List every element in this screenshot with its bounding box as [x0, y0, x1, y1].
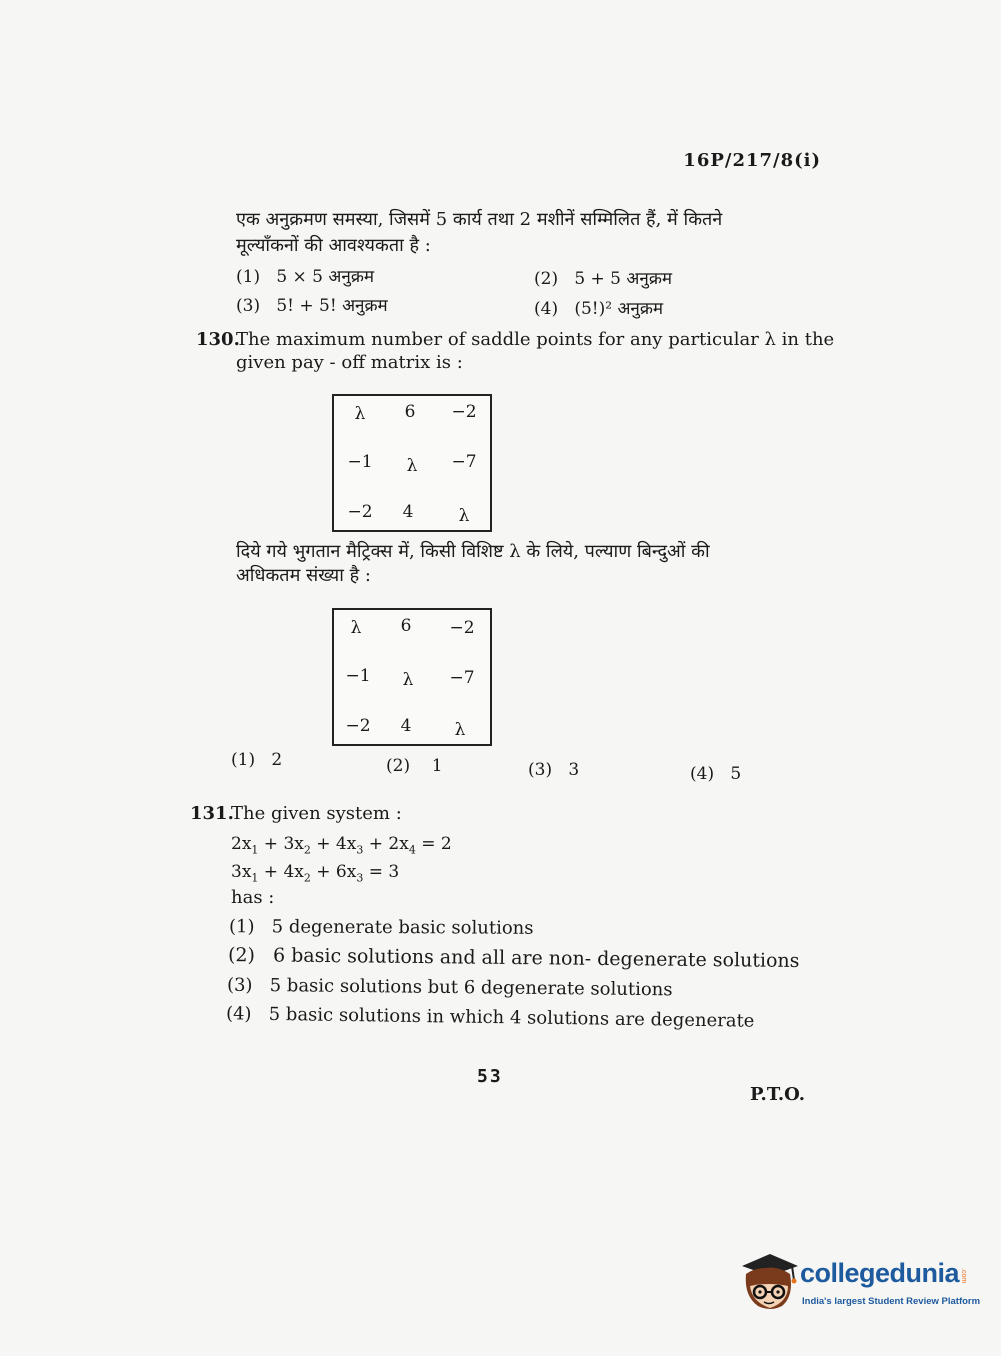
q129-option-3 [236, 293, 388, 316]
payoff-matrix-english [332, 394, 492, 532]
pto-label: P.T.O. [750, 1084, 806, 1105]
option-number: (1) [236, 267, 261, 287]
q129-hindi-line1: एक अनुक्रमण समस्या, जिसमें 5 कार्य तथा 2 मशीनें सम्मिलित हैं, में कितने [236, 209, 723, 230]
logo-wordmark: collegedunia [800, 1258, 960, 1288]
collegedunia-logo[interactable] [738, 1248, 981, 1318]
option-number: (2) [534, 269, 559, 289]
option-text: 3 [568, 760, 580, 780]
option-text: 5 × 5 अनुक्रम [276, 267, 375, 287]
q131-option-1 [229, 915, 534, 941]
matrix-cell: 4 [402, 502, 414, 522]
subscript: 1 [251, 843, 259, 857]
subscript: 3 [356, 871, 364, 885]
matrix-cell: λ [350, 618, 362, 638]
option-number: (4) [690, 764, 715, 784]
matrix-cell: −2 [345, 716, 371, 736]
matrix-cell: λ [402, 670, 414, 690]
q130-option-1 [231, 750, 282, 770]
option-text: 5 degenerate basic solutions [271, 916, 534, 939]
matrix-cell: −2 [449, 618, 475, 638]
mascot-icon [738, 1252, 800, 1316]
term: + 4x [310, 834, 357, 854]
option-number: (1) [231, 750, 256, 770]
option-text: 5 basic solutions in which 4 solutions are degenerate [268, 1003, 755, 1032]
subscript: 3 [356, 843, 364, 857]
matrix-cell: λ [406, 456, 418, 476]
matrix-cell: λ [458, 506, 470, 526]
q129-option-4 [534, 296, 663, 319]
matrix-cell: 4 [400, 716, 412, 736]
term: 2x [231, 834, 252, 854]
option-text: (5!)² अनुक्रम [574, 299, 664, 319]
q130-english-line2: given pay - off matrix is : [236, 352, 463, 373]
term: + 3x [258, 834, 304, 854]
option-number: (3) [226, 974, 253, 996]
matrix-cell: λ [354, 404, 366, 424]
term: 3x [231, 862, 252, 882]
option-text: 1 [431, 756, 443, 776]
matrix-cell: 6 [404, 402, 416, 422]
matrix-cell: −1 [345, 666, 371, 686]
option-text: 2 [271, 750, 283, 770]
option-text: 5! + 5! अनुक्रम [276, 296, 388, 316]
payoff-matrix-hindi [332, 608, 492, 746]
q130-number: 130. [196, 329, 240, 350]
option-number: (1) [228, 916, 255, 938]
q131-has: has : [231, 887, 275, 908]
subscript: 2 [303, 843, 311, 857]
option-number: (2) [386, 756, 411, 776]
option-number: (3) [236, 296, 261, 316]
q129-hindi-line2: मूल्याँकनों की आवश्यकता है : [236, 235, 431, 256]
option-number: (4) [534, 299, 559, 319]
q131-option-4 [226, 1002, 755, 1033]
option-text: 5 + 5 अनुक्रम [574, 269, 673, 289]
option-number: (3) [528, 760, 553, 780]
q131-option-2 [228, 943, 800, 973]
logo-suffix: .com [960, 1268, 967, 1284]
q129-option-1 [236, 264, 374, 287]
subscript: 4 [408, 843, 416, 857]
term: + 4x [258, 862, 304, 882]
matrix-cell: 6 [400, 616, 412, 636]
q130-option-4 [690, 764, 741, 784]
term: = 3 [363, 862, 400, 882]
q130-option-2 [386, 756, 443, 776]
term: + 6x [310, 862, 357, 882]
term: = 2 [415, 834, 452, 854]
logo-tagline: India's largest Student Review Platform [802, 1296, 981, 1307]
subscript: 2 [303, 871, 311, 885]
option-text: 5 [730, 764, 742, 784]
option-number: (4) [225, 1003, 252, 1025]
matrix-cell: −1 [347, 452, 373, 472]
q131-option-3 [227, 974, 673, 1003]
q130-option-3 [528, 760, 579, 780]
q130-hindi-line2: अधिकतम संख्या है : [236, 565, 371, 586]
page-number: 53 [477, 1066, 503, 1087]
q129-option-2 [534, 266, 672, 289]
q131-intro: The given system : [231, 803, 402, 824]
q130-hindi-line1: दिये गये भुगतान मैट्रिक्स में, किसी विशिष्ट λ के लिये, पल्याण बिन्दुओं की [236, 541, 710, 562]
q131-equation-1 [231, 832, 452, 862]
q131-number: 131. [190, 803, 234, 824]
paper-code: 16P/217/8(i) [683, 150, 821, 171]
matrix-cell: −7 [451, 452, 477, 472]
option-text: 6 basic solutions and all are non- degenerate solutions [272, 944, 800, 972]
option-number: (2) [227, 944, 256, 967]
term: + 2x [363, 834, 409, 854]
matrix-cell: λ [454, 720, 466, 740]
option-text: 5 basic solutions but 6 degenerate solutions [269, 975, 673, 1001]
subscript: 1 [251, 871, 259, 885]
matrix-cell: −2 [347, 502, 373, 522]
matrix-cell: −7 [449, 668, 475, 688]
q130-english-line1: The maximum number of saddle points for any particular λ in the [236, 329, 835, 350]
matrix-cell: −2 [451, 402, 477, 422]
